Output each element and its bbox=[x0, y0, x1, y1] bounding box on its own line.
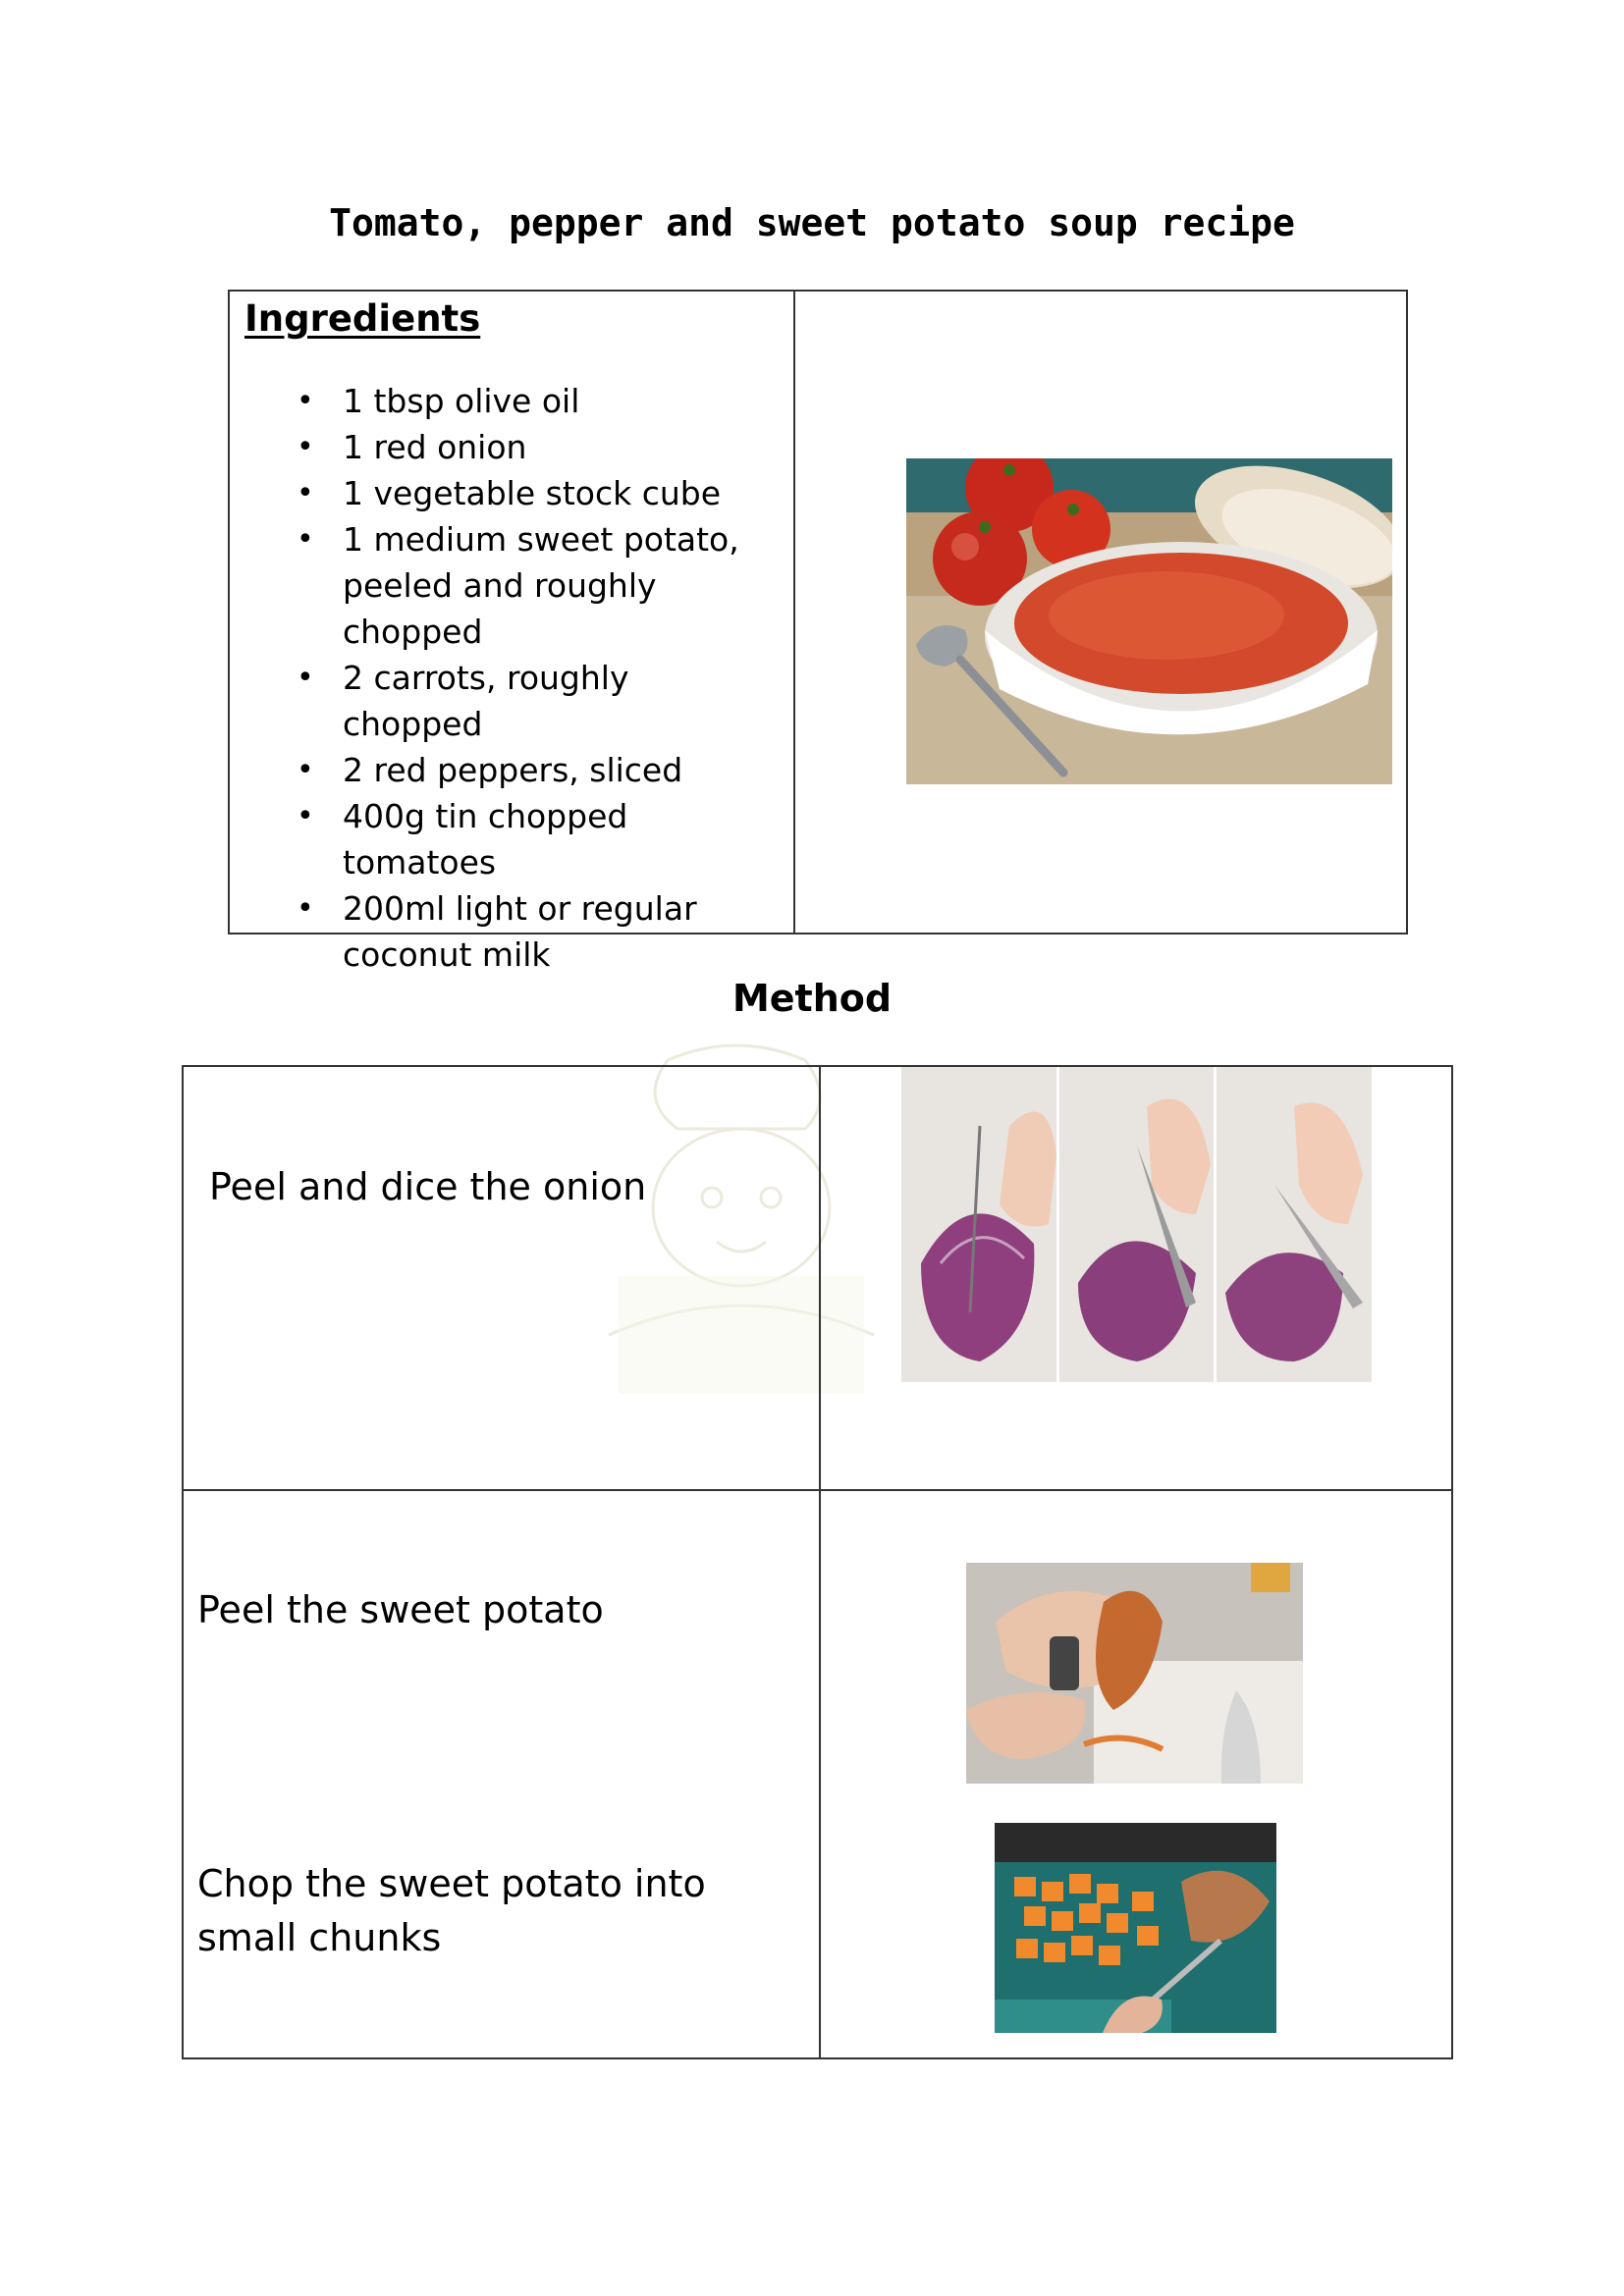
list-item: • 1 red onion bbox=[297, 428, 527, 466]
list-item: • 2 carrots, roughly chopped bbox=[297, 659, 629, 743]
step-text: Peel and dice the onion bbox=[209, 1165, 647, 1208]
list-item: • 200ml light or regular coconut milk bbox=[297, 889, 697, 974]
onion-dicing-photo bbox=[901, 1067, 1372, 1382]
peeling-sweet-potato-photo bbox=[966, 1563, 1303, 1784]
page-title: Tomato, pepper and sweet potato soup recipe bbox=[329, 201, 1295, 244]
ingredients-heading: Ingredients bbox=[244, 297, 481, 340]
method-table bbox=[182, 1065, 1453, 2059]
method-heading: Method bbox=[731, 977, 893, 1020]
list-item: • 1 medium sweet potato, peeled and roughly chopped bbox=[297, 520, 739, 651]
soup-photo-cell bbox=[795, 292, 1406, 933]
list-item: • 1 vegetable stock cube bbox=[297, 474, 722, 512]
ingredients-list bbox=[230, 378, 775, 978]
soup-photo bbox=[906, 458, 1392, 784]
ingredients-table bbox=[228, 290, 1408, 974]
chopped-sweet-potato-photo bbox=[995, 1823, 1276, 2033]
step-text: Peel the sweet potato bbox=[197, 1588, 604, 1631]
list-item: • 1 tbsp olive oil bbox=[297, 382, 580, 420]
ingredients-cell bbox=[230, 292, 795, 974]
list-item: • 400g tin chopped tomatoes bbox=[297, 797, 628, 881]
list-item: • 2 red peppers, sliced bbox=[297, 751, 683, 789]
step-text: Chop the sweet potato into small chunks bbox=[197, 1862, 706, 1959]
